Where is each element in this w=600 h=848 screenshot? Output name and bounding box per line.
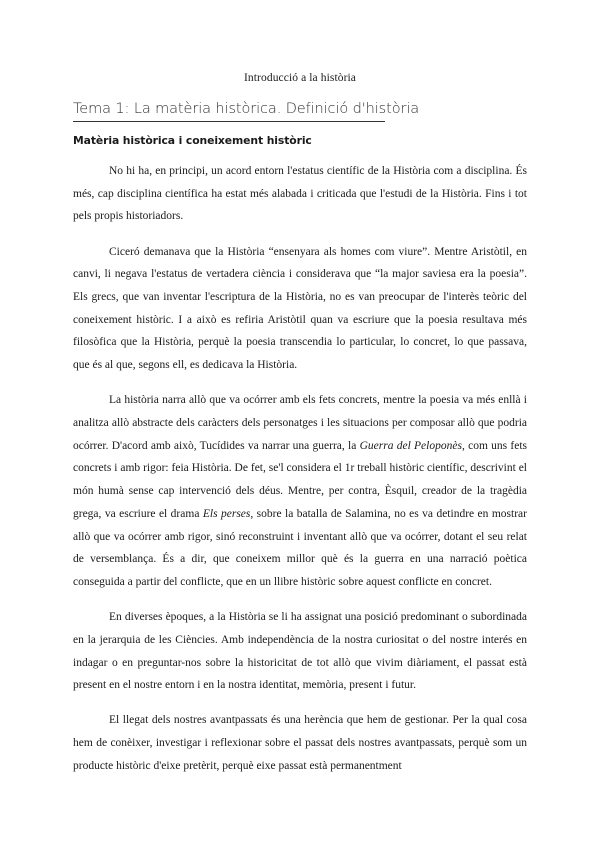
paragraph-4: En diverses èpoques, a la Història se li ha assignat una posició predominant o subordinada en la jerarquia de les Ciències. Amb independència de la nostra curiositat o del nostre interés en indagar o en preguntar-nos sobre la historicitat de tot allò que vivim diàriament, el passat està present en el nostre entorn i en la nostra identitat, memòria, present i futur. bbox=[73, 611, 527, 692]
body-text bbox=[73, 160, 527, 778]
page-header: Introducció a la història bbox=[243, 72, 357, 84]
heading-underline bbox=[73, 121, 385, 122]
drama-title-els-perses: Els perses bbox=[202, 507, 251, 520]
book-title-guerra-peloponnes: Guerra del Peloponès bbox=[359, 439, 462, 452]
paragraph-3-text-e: , sobre la batalla de Salamina, no es va detindre en mostrar allò que va ocórrer amb rigor, sinó reconstruint i inventant allò que va ocórrer, dotant el seu relat de versemblança. És a dir, que coneixem millor què és la guerra en una narració poètica conseguida a partir del conflicte, que en un llibre històric sobre aquest conflicte en concret. bbox=[73, 507, 527, 588]
paragraph-2: Ciceró demanava que la Història “ensenyara als homes com viure”. Mentre Aristòtil, en canvi, li negava l'estatus de vertadera ciència i considerava que “la major saviesa era la poesia”. Els grecs, que van inventar l'escriptura de la Història, no es van preocupar de l'interès teòric del coneixement històric. I a això es refiria Aristòtil quan va escriure que la poesia resultava més filosòfica que la Història, perquè la poesia transcendia lo particular, lo concret, lo que passava, que és al que, segons ell, es dedicava la Història. bbox=[73, 245, 527, 372]
section-heading: Tema 1: La matèria històrica. Definició d'història bbox=[73, 101, 420, 117]
subsection-heading: Matèria històrica i coneixement històric bbox=[73, 134, 312, 147]
paragraph-1: No hi ha, en principi, un acord entorn l'estatus científic de la Història com a disciplina. És més, cap disciplina científica ha estat més alabada i criticada que l'estudi de la Història. Fins i tot pels propis historiadors. bbox=[73, 165, 527, 223]
paragraph-5: El llegat dels nostres avantpassats és una herència que hem de gestionar. Per la qual cosa hem de conèixer, investigar i reflexionar sobre el passat dels nostres avantpassats, perquè som un producte històric d'eixe pretèrit, perquè eixe passat està permanentment bbox=[73, 714, 527, 772]
paragraph-3 bbox=[73, 389, 527, 593]
paragraph-3-text-a: La història narra allò que va ocórrer amb els fets concrets, mentre la poesia va més enllà i analitza allò abstracte dels caràcters dels personatges i les situacions per composar allò que podria ocórrer. D'acord amb això, Tucídides va narrar una guerra, la bbox=[73, 394, 527, 452]
paragraph-3-text-c: , com uns fets concrets i amb rigor: feia Història. De fet, se'l considera el 1r treball històric científic, descrivint el món humà sense cap intervenció dels déus. Mentre, per contra, Èsquil, creador de la tragèdia grega, va escriure el drama bbox=[73, 439, 527, 520]
